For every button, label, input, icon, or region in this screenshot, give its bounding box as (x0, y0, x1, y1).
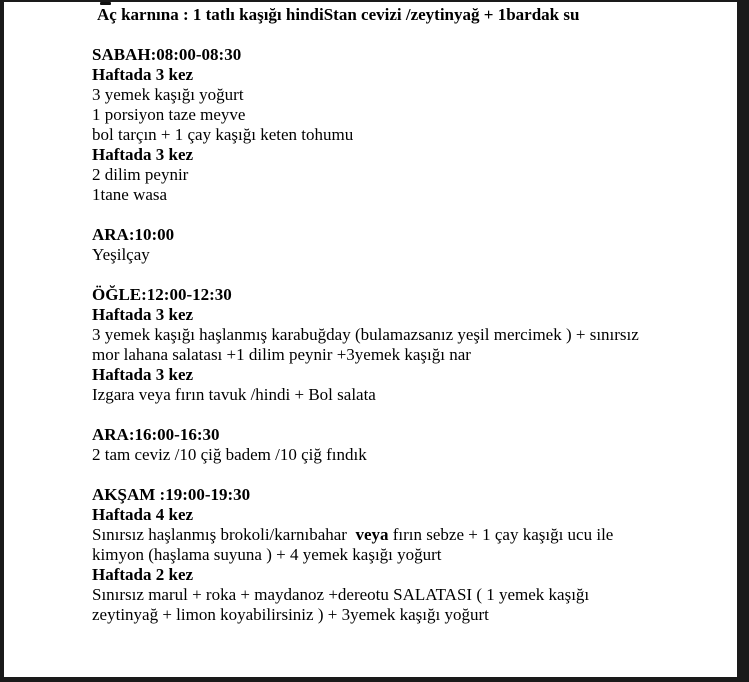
regular-text: 3 yemek kaşığı yoğurt (92, 85, 244, 104)
meal-section-ara-16 (92, 425, 737, 465)
bold-text: ARA:10:00 (92, 225, 175, 244)
bold-text: Haftada 3 kez (92, 365, 194, 384)
meal-sections (92, 45, 737, 625)
text-line (92, 45, 737, 65)
bold-text: AKŞAM :19:00-19:30 (92, 485, 251, 504)
text-line (92, 325, 737, 345)
meal-section-ogle (92, 285, 737, 405)
regular-text: 2 tam ceviz /10 çiğ badem /10 çiğ fındık (92, 445, 367, 464)
text-line (92, 85, 737, 105)
text-line (92, 565, 737, 585)
text-line (92, 525, 737, 545)
bold-text: ARA:16:00-16:30 (92, 425, 220, 444)
text-line (92, 445, 737, 465)
text-line (92, 285, 737, 305)
text-line (92, 145, 737, 165)
regular-text: kimyon (haşlama suyuna ) + 4 yemek kaşığı yoğurt (92, 545, 442, 564)
bold-text: Haftada 3 kez (92, 305, 194, 324)
regular-text: 3 yemek kaşığı haşlanmış karabuğday (bulamazsanız yeşil mercimek ) + sınırsız (92, 325, 639, 344)
bold-text: Haftada 3 kez (92, 145, 194, 164)
meal-section-aksam (92, 485, 737, 625)
text-line (92, 65, 737, 85)
document-page (4, 2, 737, 677)
text-line (92, 485, 737, 505)
text-line (92, 505, 737, 525)
regular-text: 1 porsiyon taze meyve (92, 105, 246, 124)
regular-text: Yeşilçay (92, 245, 150, 264)
meal-section-sabah (92, 45, 737, 205)
text-line (92, 605, 737, 625)
text-line (92, 365, 737, 385)
text-line (92, 345, 737, 365)
regular-text: Sınırsız marul + roka + maydanoz +dereotu SALATASI ( 1 yemek kaşığı (92, 585, 590, 604)
fasting-instruction-line: Aç karnına : 1 tatlı kaşığı hindiStan cevizi /zeytinyağ + 1bardak su (97, 5, 580, 24)
document-content (92, 5, 737, 625)
text-line (92, 225, 737, 245)
bold-text: Haftada 4 kez (92, 505, 194, 524)
regular-text: Izgara veya fırın tavuk /hindi + Bol salata (92, 385, 376, 404)
text-line (92, 245, 737, 265)
text-line (92, 165, 737, 185)
regular-text: zeytinyağ + limon koyabilirsiniz ) + 3yemek kaşığı yoğurt (92, 605, 489, 624)
text-line (92, 125, 737, 145)
bold-text: Haftada 2 kez (92, 565, 194, 584)
bold-text: Haftada 3 kez (92, 65, 194, 84)
bold-text: veya (355, 525, 389, 544)
text-line (92, 305, 737, 325)
text-line (92, 105, 737, 125)
regular-text: bol tarçın + 1 çay kaşığı keten tohumu (92, 125, 354, 144)
text-line (92, 425, 737, 445)
text-line (92, 585, 737, 605)
regular-text: fırın sebze + 1 çay kaşığı ucu ile (388, 525, 614, 544)
bold-text: ÖĞLE:12:00-12:30 (92, 285, 232, 304)
text-line (92, 185, 737, 205)
regular-text: 2 dilim peynir (92, 165, 189, 184)
regular-text: Sınırsız haşlanmış brokoli/karnıbahar (92, 525, 356, 544)
bold-text: SABAH:08:00-08:30 (92, 45, 242, 64)
regular-text: 1tane wasa (92, 185, 168, 204)
text-line (92, 545, 737, 565)
text-line (92, 385, 737, 405)
regular-text: mor lahana salatası +1 dilim peynir +3yemek kaşığı nar (92, 345, 471, 364)
meal-section-ara-10 (92, 225, 737, 265)
